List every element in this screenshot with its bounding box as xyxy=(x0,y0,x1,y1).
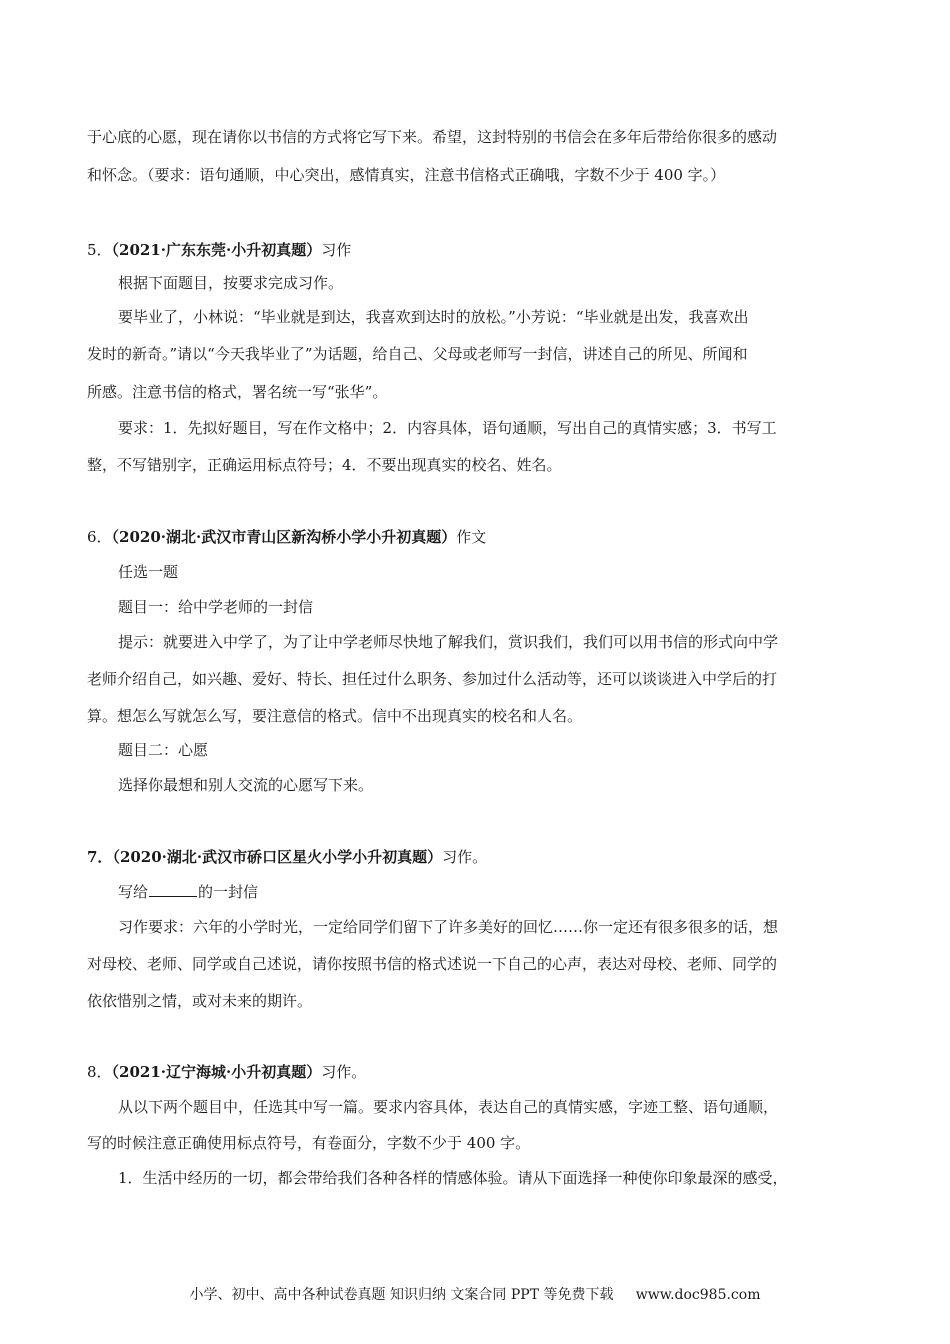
question-6-choose: 任选一题 xyxy=(118,563,179,581)
question-source: （2020·湖北·武汉市硚口区星火小学小升初真题） xyxy=(112,848,443,866)
question-source: （2021·辽宁海城·小升初真题） xyxy=(111,1063,322,1081)
question-number: 6． xyxy=(87,528,112,546)
fill-in-blank[interactable] xyxy=(149,882,197,897)
intro-line-1: 于心底的心愿，现在请你以书信的方式将它写下来。希望，这封特别的书信会在多年后带给你很多的感动 xyxy=(87,128,778,146)
question-5-para-line: 要毕业了，小林说：“毕业就是到达，我喜欢到达时的放松。”小芳说：“毕业就是出发，我喜欢出 xyxy=(118,308,749,326)
footer-url[interactable]: www.doc985.com xyxy=(635,1287,761,1303)
question-6-topic-2: 题目二：心愿 xyxy=(118,741,209,759)
question-7-requirements-line: 习作要求：六年的小学时光，一定给同学们留下了许多美好的回忆……你一定还有很多很多的话，想 xyxy=(118,918,779,936)
question-5-para-line: 所感。注意书信的格式，署名统一写“张华”。 xyxy=(87,383,388,401)
question-number: 5． xyxy=(87,241,112,259)
question-6-header xyxy=(87,527,486,547)
question-5-requirements-line: 整，不写错别字，正确运用标点符号；4．不要出现真实的校名、姓名。 xyxy=(87,456,562,474)
question-6-topic-1: 题目一：给中学老师的一封信 xyxy=(118,598,314,616)
question-7-requirements-line: 依依惜别之情，或对未来的期许。 xyxy=(87,992,313,1010)
question-6-hint-line: 老师介绍自己，如兴趣、爱好、特长、担任过什么职务、参加过什么活动等，还可以谈谈进入中学后的打 xyxy=(87,670,778,688)
question-6-hint-line: 提示：就要进入中学了，为了让中学老师尽快地了解我们，赏识我们，我们可以用书信的形式向中学 xyxy=(118,633,779,651)
question-type: 作文 xyxy=(456,528,487,546)
question-8-para-line: 从以下两个题目中，任选其中写一篇。要求内容具体，表达自己的真情实感，字迹工整、语句通顺， xyxy=(118,1098,779,1116)
question-6-hint-line: 算。想怎么写就怎么写，要注意信的格式。信中不出现真实的校名和人名。 xyxy=(87,707,583,725)
question-5-instruction: 根据下面题目，按要求完成习作。 xyxy=(118,274,344,292)
question-7-requirements-line: 对母校、老师、同学或自己述说，请你按照书信的格式述说一下自己的心声，表达对母校、老师、同学的 xyxy=(87,955,778,973)
question-type: 习作。 xyxy=(321,1063,367,1081)
question-5-header xyxy=(87,240,351,260)
question-7-header xyxy=(87,847,487,867)
question-8-item-1: 1．生活中经历的一切，都会带给我们各种各样的情感体验。请从下面选择一种使你印象最深的感受， xyxy=(118,1169,788,1187)
question-source: （2021·广东东莞·小升初真题） xyxy=(111,241,322,259)
question-number: 8． xyxy=(87,1063,112,1081)
question-8-header xyxy=(87,1062,366,1082)
question-source: （2020·湖北·武汉市青山区新沟桥小学小升初真题） xyxy=(111,528,457,546)
question-7-title: 写给 的一封信 xyxy=(118,883,259,901)
question-6-topic-2-desc: 选择你最想和别人交流的心愿写下来。 xyxy=(118,776,374,794)
question-type: 习作 xyxy=(321,241,352,259)
question-5-para-line: 发时的新奇。”请以“今天我毕业了”为话题，给自己、父母或老师写一封信，讲述自己的所见、所闻和 xyxy=(87,345,748,363)
question-5-requirements-line: 要求：1．先拟好题目，写在作文格中；2．内容具体，语句通顺，写出自己的真情实感；3．书写工 xyxy=(118,419,777,437)
intro-line-2: 和怀念。（要求：语句通顺，中心突出，感情真实，注意书信格式正确哦，字数不少于 400 字。） xyxy=(87,166,726,184)
question-number: 7． xyxy=(87,848,113,866)
question-8-para-line: 写的时候注意正确使用标点符号，有卷面分，字数不少于 400 字。 xyxy=(87,1134,531,1152)
footer-text: 小学、初中、高中各种试卷真题 知识归纳 文案合同 PPT 等免费下载 xyxy=(189,1287,614,1303)
page-footer xyxy=(0,1285,950,1305)
question-type: 习作。 xyxy=(442,848,488,866)
